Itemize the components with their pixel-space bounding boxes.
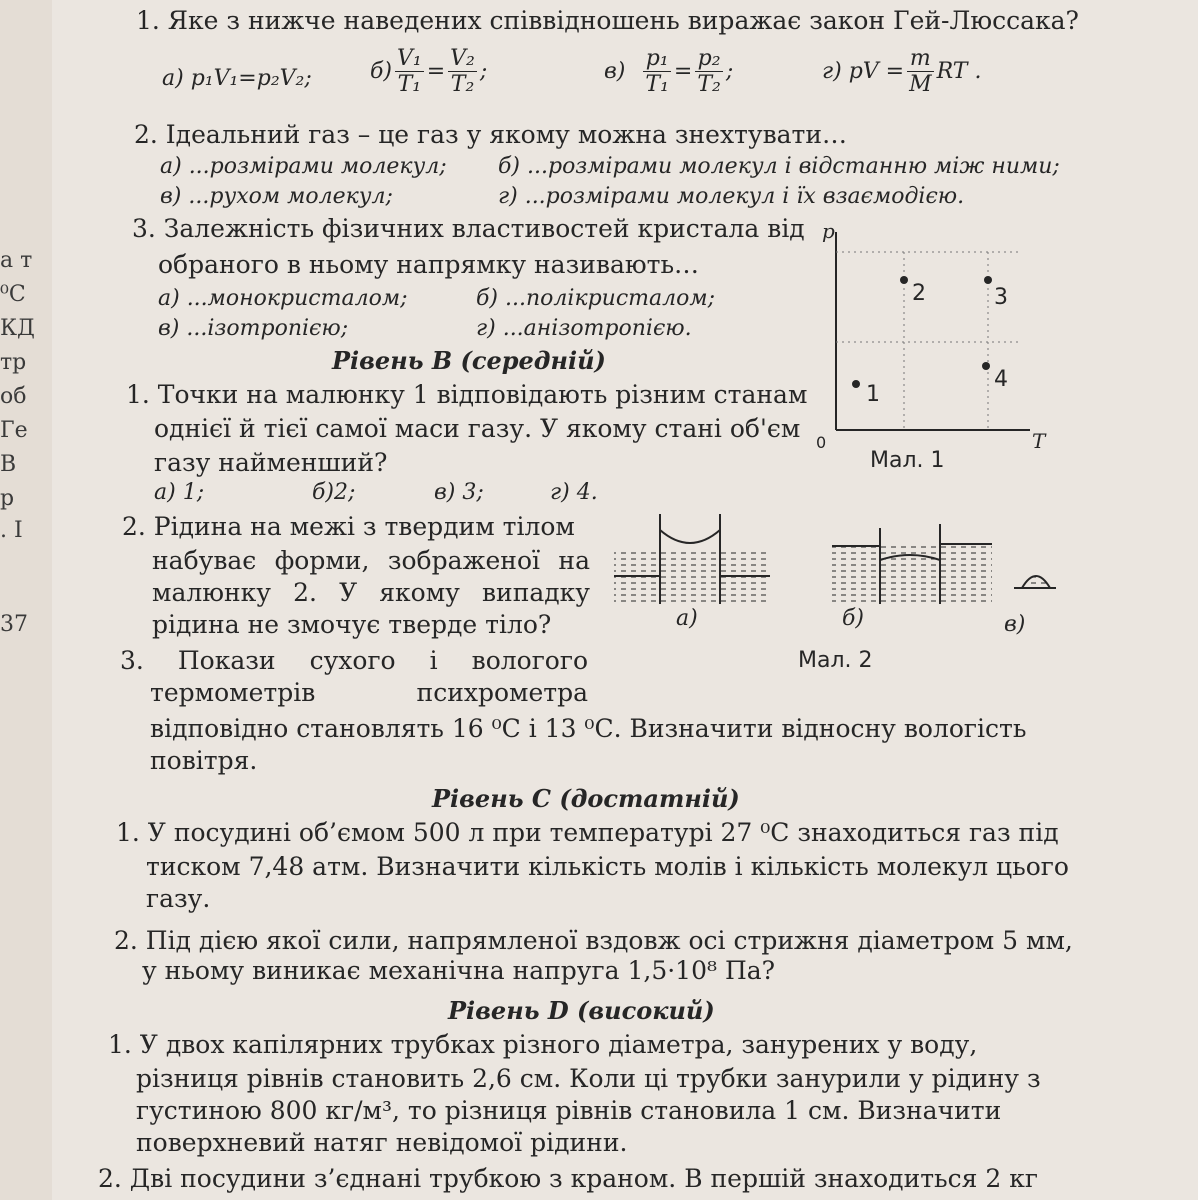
question-b1-line3: газу найменший? <box>154 448 388 477</box>
fraction-denominator: T₁ <box>397 72 422 97</box>
edge-text: Ге <box>0 418 28 443</box>
option-a3-v: в) ...ізотропією; <box>158 316 349 341</box>
question-c2-line2: у ньому виникає механічна напруга 1,5·10⁸ Па? <box>142 956 776 985</box>
question-b1-line1: 1. Точки на малюнку 1 відповідають різним станам <box>126 380 808 409</box>
question-d1-line3: густиною 800 кг/м³, то різниця рівнів становила 1 см. Визначити <box>136 1096 1002 1125</box>
question-d2-line1: 2. Дві посудини з’єднані трубкою з краном. В першій знаходиться 2 кг <box>98 1164 1038 1193</box>
question-b1-line2: однієї й тієї самої маси газу. У якому стані об'єм <box>154 414 801 443</box>
option-a3-a: а) ...монокристалом; <box>158 286 408 311</box>
figure1-point-1 <box>852 380 860 388</box>
option-b1-v: в) 3; <box>434 480 484 505</box>
worksheet-page <box>52 0 1198 1200</box>
formula-tail: RT . <box>936 59 982 84</box>
option-a2-v: в) ...рухом молекул; <box>160 184 393 209</box>
option-a2-a: а) ...розмірами молекул; <box>160 154 447 179</box>
level-d-heading: Рівень D (високий) <box>448 996 715 1025</box>
option-a2-g: г) ...розмірами молекул і їх взаємодією. <box>498 184 965 209</box>
figure1-y-label: p <box>822 219 835 243</box>
question-c1-line2: тиском 7,48 атм. Визначити кількість молів і кількість молекул цього <box>146 852 1069 881</box>
figure1-point-3 <box>984 276 992 284</box>
option-b1-b: б)2; <box>312 480 356 505</box>
question-d1-line1: 1. У двох капілярних трубках різного діаметра, занурених у воду, <box>108 1030 978 1059</box>
figure1-x-label: T <box>1032 429 1046 453</box>
option-a2-b: б) ...розмірами молекул і відстанню між ними; <box>498 154 1060 179</box>
figure1-label-1: 1 <box>866 382 880 407</box>
edge-text: КД <box>0 316 35 341</box>
question-d1-line4: поверхневий натяг невідомої рідини. <box>136 1128 628 1157</box>
option-a1-g <box>822 46 981 97</box>
fraction-numerator: V₁ <box>397 46 422 71</box>
fraction-denominator: M <box>909 72 932 97</box>
edge-text: 37 <box>0 612 28 637</box>
text-line: 2. Рідина на межі з твердим тілом <box>122 512 575 541</box>
fraction-denominator: T₂ <box>450 72 475 97</box>
question-b3-line2: термометрів психрометра <box>150 678 588 707</box>
edge-text: а т <box>0 248 33 273</box>
figure1-label-3: 3 <box>994 285 1008 310</box>
level-b-heading: Рівень В (середній) <box>332 346 606 375</box>
figure1-point-2 <box>900 276 908 284</box>
figure2-case-b <box>832 524 992 604</box>
option-label: в) <box>604 59 626 84</box>
edge-text: . І <box>0 518 23 543</box>
figure1-label-4: 4 <box>994 367 1008 392</box>
question-b3-line4: повітря. <box>150 746 258 775</box>
edge-text: В <box>0 452 17 477</box>
option-a1-a: а) p₁V₁=p₂V₂; <box>162 66 312 91</box>
figure2-case-a <box>614 514 770 604</box>
figure1-point-4 <box>982 362 990 370</box>
fraction-numerator: p₁ <box>643 46 671 72</box>
option-a1-b: б) $\frac{\text{V₁}}{\text{T₁}}$ = $\frac{\text{V₂}}{\text{T₂}}$ ; <box>370 46 488 97</box>
option-b1-g: г) 4. <box>550 480 598 505</box>
question-b2-line1 <box>122 512 590 541</box>
edge-text: ⁰С <box>0 282 26 307</box>
figure1-origin: 0 <box>816 433 827 452</box>
figure1-graph <box>808 218 1058 478</box>
figure1-caption: Мал. 1 <box>870 448 945 473</box>
question-b2-line4: рідина не змочує тверде тіло? <box>152 610 552 639</box>
fraction-denominator: T₂ <box>697 72 721 97</box>
edge-text: р <box>0 486 15 511</box>
adjacent-page-edge <box>0 0 53 1200</box>
option-b1-a: а) 1; <box>154 480 205 505</box>
option-label: г) pV = <box>822 59 905 84</box>
question-a2: 2. Ідеальний газ – це газ у якому можна знехтувати… <box>134 120 848 149</box>
question-a3-line2: обраного в ньому напрямку називають… <box>158 250 700 279</box>
question-a3-line1: 3. Залежність фізичних властивостей кристала від <box>132 214 805 243</box>
question-b2-line2: набуває форми, зображеної на <box>152 546 590 575</box>
figure2-drawing <box>610 508 1060 618</box>
option-a3-g: г) ...анізотропією. <box>476 316 692 341</box>
question-b2-line3: малюнку 2. У якому випадку <box>152 578 590 607</box>
option-a1-v: в) $\frac{\text{p₁}}{\text{T₁}}$ = $\frac{\text{p₂}}{\text{T₂}}$ ; <box>604 46 734 97</box>
figure2-case-v <box>1014 576 1056 588</box>
question-a1: 1. Яке з нижче наведених співвідношень виражає закон Гей-Люссака? <box>136 6 1079 35</box>
question-c1-line1: 1. У посудині об’ємом 500 л при температурі 27 ⁰С знаходиться газ під <box>116 818 1059 847</box>
option-a3-b: б) ...полікристалом; <box>476 286 716 311</box>
question-b3-line3: відповідно становлять 16 ⁰С і 13 ⁰С. Визначити відносну вологість <box>150 714 1027 743</box>
question-c2-line1: 2. Під дією якої сили, напрямленої вздовж осі стрижня діаметром 5 мм, <box>114 926 1073 955</box>
edge-text: об <box>0 384 27 409</box>
figure2-label-a: а) <box>676 606 698 631</box>
question-c1-line3: газу. <box>146 884 211 913</box>
edge-text: тр <box>0 350 27 375</box>
fraction-numerator: p₂ <box>695 46 723 72</box>
question-b3-line1: 3. Покази сухого і вологого <box>120 646 588 675</box>
fraction-numerator: m <box>907 46 934 72</box>
level-c-heading: Рівень С (достатній) <box>432 784 740 813</box>
fraction-denominator: T₁ <box>645 72 669 97</box>
figure2-label-b: б) <box>842 606 865 631</box>
option-label: б) <box>370 59 393 84</box>
question-d1-line2: різниця рівнів становить 2,6 см. Коли ці трубки занурили у рідину з <box>136 1064 1041 1093</box>
figure2-label-v: в) <box>1004 612 1026 637</box>
figure2-caption: Мал. 2 <box>798 648 873 673</box>
figure1-label-2: 2 <box>912 281 926 306</box>
fraction-numerator: V₂ <box>450 46 475 71</box>
